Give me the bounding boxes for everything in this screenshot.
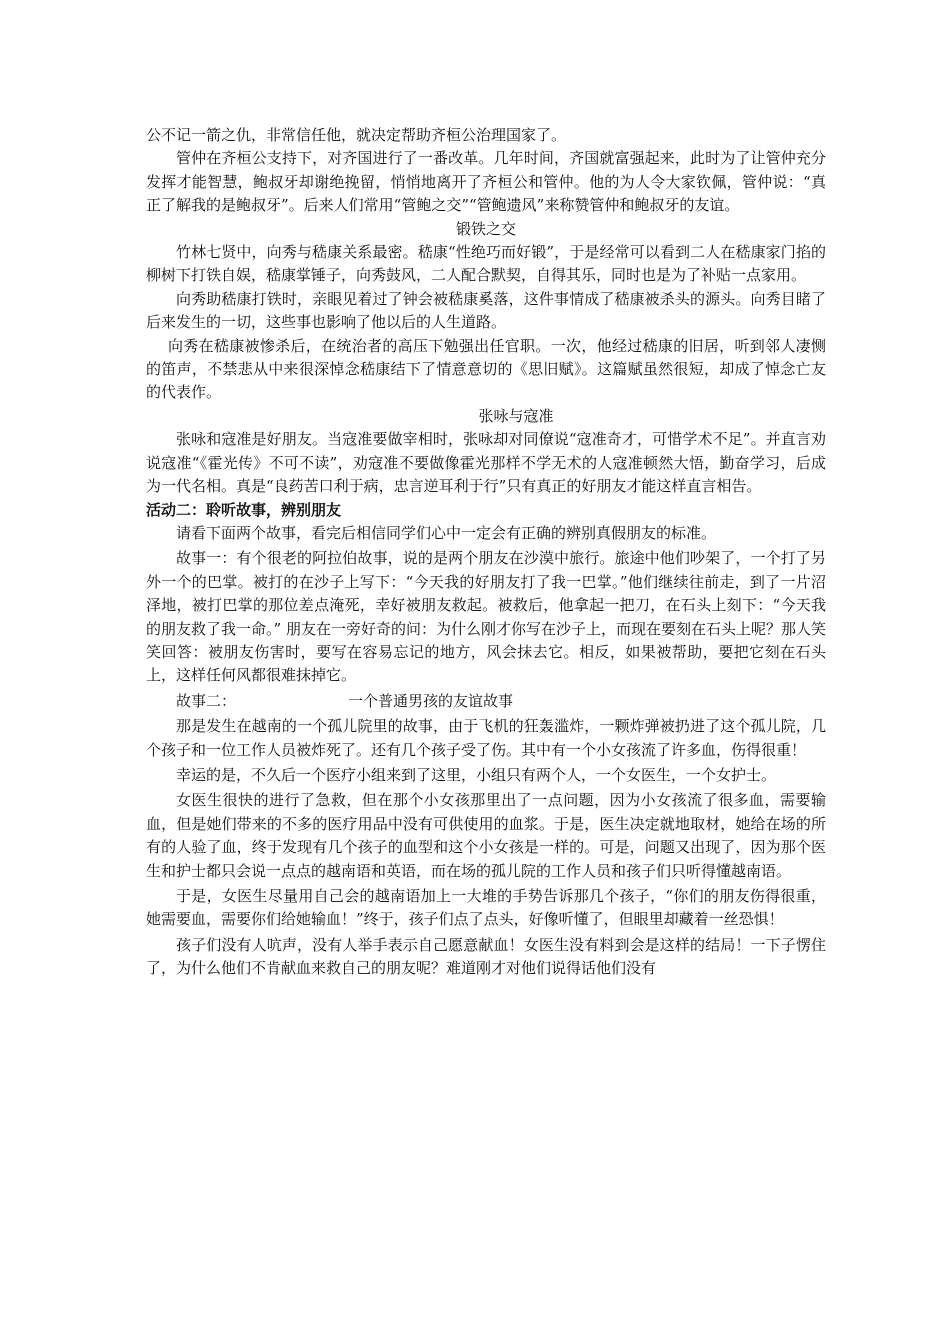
story-two-heading [146, 690, 826, 713]
document-page [146, 124, 826, 981]
paragraph-story-one: 故事一：有个很老的阿拉伯故事，说的是两个朋友在沙漠中旅行。旅途中他们吵架了，一个打了另外一个的巴掌。被打的在沙子上写下：“今天我的好朋友打了我一巴掌。”他们继续往前走，到了一片沼泽地，被打巴掌的那位差点淹死，幸好被朋友救起。被救后，他拿起一把刀，在石头上刻下：“今天我的朋友救了我一命。” 朋友在一旁好奇的问：为什么刚才你写在沙子上，而现在要刻在石头上呢？那人笑笑回答：被朋友伤害时，要写在容易忘记的地方，风会抹去它。相反，如果被帮助，要把它刻在石头上，这样任何风都很难抹掉它。 [146, 549, 826, 685]
paragraph-11: 幸运的是，不久后一个医疗小组来到了这里，小组只有两个人，一个女医生，一个女护士。 [176, 765, 777, 784]
paragraph-3: 竹林七贤中，向秀与嵇康关系最密。嵇康“性绝巧而好锻”，于是经常可以看到二人在嵇康家门掐的柳树下打铁自娱，嵇康掌锤子，向秀鼓风，二人配合默契，自得其乐，同时也是为了补贴一点家用。 [146, 243, 826, 285]
paragraph-12: 女医生很快的进行了急救，但在那个小女孩那里出了一点问题，因为小女孩流了很多血，需要输血，但是她们带来的不多的医疗用品中没有可供使用的血浆。于是，医生决定就地取材，她给在场的所有的人验了血，终于发现有几个孩子的血型和这个小女孩是一样的。可是，问题又出现了，因为那个医生和护士都只会说一点点的越南语和英语，而在场的孤儿院的工作人员和孩子们只听得懂越南语。 [146, 791, 826, 880]
paragraph-2: 管仲在齐桓公支持下，对齐国进行了一番改革。几年时间，齐国就富强起来，此时为了让管仲充分发挥才能智慧，鲍叔牙却谢绝挽留，悄悄地离开了齐桓公和管仲。他的为人令大家钦佩，管仲说：“真正了解我的是鲍叔牙”。后来人们常用“管鲍之交”“管鲍遗风”来称赞管仲和鲍叔牙的友谊。 [146, 149, 826, 215]
paragraph-10: 那是发生在越南的一个孤儿院里的故事，由于飞机的狂轰滥炸，一颗炸弹被扔进了这个孤儿院，几个孩子和一位工作人员被炸死了。还有几个孩子受了伤。其中有一个小女孩流了许多血，伤得很重！ [146, 717, 826, 759]
paragraph-1: 公不记一箭之仇，非常信任他，就决定帮助齐桓公治理国家了。 [146, 126, 567, 144]
paragraph-5: 向秀在嵇康被惨杀后，在统治者的高压下勉强出任官职。一次，他经过嵇康的旧居，听到邻人凄恻的笛声，不禁悲从中来很深悼念嵇康结下了情意意切的《思旧赋》。这篇赋虽然很短，却成了悼念亡友的代表作。 [146, 336, 826, 402]
paragraph-4: 向秀助嵇康打铁时，亲眼见着过了钟会被嵇康奚落，这件事情成了嵇康被杀头的源头。向秀目睹了后来发生的一切，这些事也影响了他以后的人生道路。 [146, 289, 826, 332]
heading-zhangyong-kouzhun: 张咏与寇准 [478, 406, 554, 425]
heading-duantie: 锻铁之交 [455, 219, 516, 238]
story-two-label: 故事二： [176, 691, 237, 710]
paragraph-13: 于是，女医生尽量用自己会的越南语加上一大堆的手势告诉那几个孩子，“你们的朋友伤得很重，她需要血，需要你们给她输血！”终于，孩子们点了点头，好像听懂了，但眼里却藏着一丝恐惧！ [146, 887, 826, 929]
section-heading-activity-two: 活动二：聆听故事，辨别朋友 [146, 500, 342, 519]
paragraph-6: 张咏和寇准是好朋友。当寇准要做宰相时，张咏却对同僚说“寇准奇才，可惜学术不足”。并直言劝说寇准“《霍光传》不可不读”，劝寇准不要做像霍光那样不学无术的人寇准顿然大悟，勤奋学习，后成为一代名相。真是“良药苦口利于病，忠言逆耳利于行”只有真正的好朋友才能这样直言相告。 [146, 430, 826, 496]
paragraph-14: 孩子们没有人吭声，没有人举手表示自己愿意献血！女医生没有料到会是这样的结局！一下子愣住了，为什么他们不肯献血来救自己的朋友呢？难道刚才对他们说得话他们没有 [146, 935, 826, 978]
story-two-title: 一个普通男孩的友谊故事 [348, 691, 514, 710]
paragraph-7: 请看下面两个故事，看完后相信同学们心中一定会有正确的辨别真假朋友的标准。 [176, 523, 717, 542]
